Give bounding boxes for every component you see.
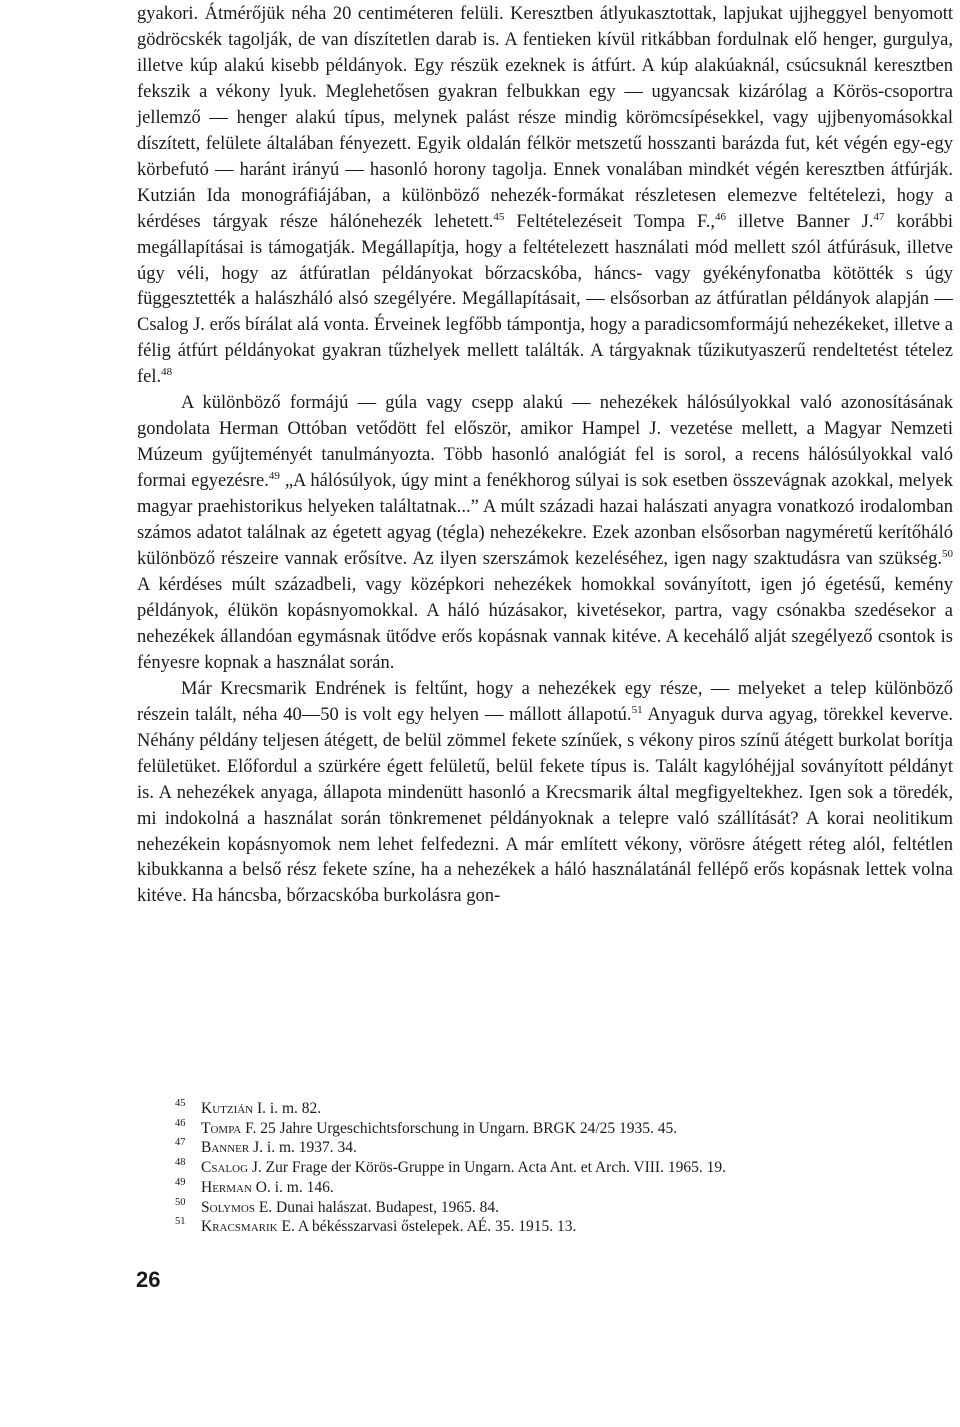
- text-segment: illetve Banner J.: [726, 211, 874, 232]
- footnote: [175, 1138, 915, 1158]
- text-segment: korábbi megállapításai is támogatják. Megállapítja, hogy a feltételezett használati mód mellett szól átfúrásuk, illetve úgy véli, hogy az átfúratlan példányokat bőrzacskóba, háncs- vagy gyékényfonatba kötötték s úgy függesztették a halászháló alsó szegélyére. Megállapításait, — elsősorban az átfúratlan példányok alapján — Csalog J. erős bírálat alá vonta. Érveinek legfőbb támpontja, hogy a paradicsomformájú nehezékeket, illetve a félig átfúrt példányokat gyakran tűzhelyek mellett találták. A tárgyaknak tűzikutyaszerű rendeltetést tételez fel.: [137, 211, 954, 388]
- footnote-ref: 49: [268, 470, 280, 483]
- footnote-text: [201, 1217, 576, 1237]
- footnote-text: [201, 1198, 499, 1218]
- footnote-number: 45: [175, 1098, 186, 1109]
- text-segment: A különböző formájú — gúla vagy csepp alakú — nehezékek hálósúlyokkal való azonosításának gondolata Herman Ottóban vetődött fel először, amikor Hampel J. vezetése mellett, a Magyar Nemzeti Múzeum gyűjteményét tanulmányozta. Több hasonló analógiát fel is sorol, a recens hálósúlyokkal való formai egyezésre.: [137, 393, 953, 492]
- footnote-ref: 47: [873, 210, 885, 223]
- footnote-text: [201, 1138, 357, 1158]
- footnote: [175, 1217, 915, 1237]
- footnote-author: Kutzián: [201, 1100, 254, 1117]
- text-segment: A kérdéses múlt századbeli, vagy középkori nehezékek homokkal soványított, igen jó égetésű, kemény példányok, élükön kopásnyomokkal. A háló húzásakor, kivetésekor, partra, vagy csónakba szedésekor a nehezékek állandóan egymásnak ütődve erős kopásnak vannak kitéve. A kecehálő alját szegélyező csontok is fényesre kopnak a használat során.: [137, 574, 953, 673]
- footnote-citation: O. i. m. 146.: [251, 1178, 334, 1196]
- footnote-text: [201, 1119, 677, 1139]
- page-number: 26: [136, 1267, 161, 1292]
- footnote: [175, 1178, 915, 1198]
- footnote-number: 51: [175, 1216, 186, 1228]
- footnote-number: 49: [175, 1176, 186, 1188]
- text-segment: Már Krecsmarik Endrének is feltűnt, hogy a nehezékek egy része, — melyeket a telep különböző részein talált, néha 40—50 is volt egy helyen — mállott állapotú.: [137, 678, 953, 725]
- footnote: [175, 1119, 915, 1139]
- footnote-ref: 45: [493, 210, 505, 223]
- footnote-ref: 48: [161, 366, 173, 379]
- footnote-citation: F. 25 Jahre Urgeschichtsforschung in Ungarn. BRGK 24/25 1935. 45.: [241, 1119, 678, 1137]
- footnote-ref: 50: [942, 548, 953, 561]
- footnote-text: [201, 1178, 334, 1198]
- footnote-number: 47: [175, 1137, 186, 1149]
- footnote-citation: I. i. m. 82.: [253, 1100, 322, 1117]
- footnote-author: Solymos: [201, 1198, 255, 1216]
- footnote-ref: 46: [715, 210, 727, 223]
- footnote-author: Herman: [201, 1178, 252, 1196]
- footnote-text: [201, 1099, 321, 1119]
- text-segment: Anyaguk durva agyag, törekkel keverve. Néhány példány teljesen átégett, de belül zömmel fekete színűek, s vékony piros színű átégett burkolat borítja felületüket. Előfordul a szürkére égett felületű, belül fekete típus is. Talált kagylóhéjjal soványított példányt is. A nehezékek anyaga, állapota mindenütt hasonló a Krecsmarik által megfigyeltekhez. Igen sok a töredék, mi indokolná a használat során tönkremenet példányoknak a telepre való szállítását? A korai neolitikum nehezékein kopásnyomok nem lehet felfedezni. A már említett vékony, vörösre átégett réteg alól, feltétlen kibukkanna a belső rész fekete színe, ha a nehezékek a háló használatánál fellépő erős kopásnak lettek volna kitéve. Ha háncsba, bőrzacskóba burkolásra gon-: [137, 704, 953, 907]
- footnote-number: 46: [175, 1117, 186, 1129]
- paragraph: [137, 677, 953, 911]
- paragraph: [137, 391, 953, 676]
- footnote-author: Tompa: [201, 1119, 242, 1137]
- footnote-number: 48: [175, 1157, 186, 1169]
- footnote-number: 50: [175, 1196, 186, 1208]
- footnotes: [175, 1099, 915, 1237]
- footnote-ref: 51: [631, 703, 643, 716]
- footnote: [175, 1198, 915, 1218]
- footnote-author: Banner: [201, 1139, 250, 1157]
- paragraph: [137, 2, 953, 391]
- footnote-citation: J. Zur Frage der Körös-Gruppe in Ungarn. Acta Ant. et Arch. VIII. 1965. 19.: [248, 1159, 726, 1177]
- text-segment: Feltételezéseit Tompa F.,: [504, 211, 716, 232]
- footnote-citation: E. Dunai halászat. Budapest, 1965. 84.: [254, 1198, 500, 1216]
- footnote-author: Csalog: [201, 1159, 249, 1177]
- footnote-text: [201, 1158, 726, 1178]
- footnote-citation: J. i. m. 1937. 34.: [249, 1139, 357, 1157]
- footnote-author: Kracsmarik: [201, 1218, 278, 1236]
- footnote-citation: E. A békésszarvasi őstelepek. AÉ. 35. 1915. 13.: [277, 1218, 577, 1236]
- text-segment: „A hálósúlyok, úgy mint a fenékhorog súlyai is sok esetben összevágnak azokkal, melyek magyar praehistorikus helyeken találtatnak...” A múlt századi hazai halászati anyagra vonatkozó irodalomban számos adatot találnak az égetett agyag (tégla) nehezékekre. Ezek azonban elsősorban nagyméretű kerítőháló különböző részeire vannak erősítve. Az ilyen szerszámok kezeléséhez, igen nagy szaktudásra van szükség.: [137, 471, 953, 570]
- footnote: [175, 1099, 915, 1119]
- footnote: [175, 1158, 915, 1178]
- text-segment: gyakori. Átmérőjük néha 20 centiméteren felüli. Keresztben átlyukasztottak, lapjukat ujjheggyel benyomott gödröcskék tagolják, de van díszítetlen darab is. A fentieken kívül ritkábban fordulnak elő henger, gurgulya, illetve kúp alakú kisebb példányok. Egy részük ezeknek is átfúrt. A kúp alakúaknál, csúcsuknál keresztben fekszik a vékony lyuk. Meglehetősen gyakran felbukkan egy — ugyancsak kizárólag a Körös-csoportra jellemző — henger alakú típus, melynek palást része mindig körömcsípésekkel, vagy ujjbenyomásokkal díszített, felülete általában fényezett. Egyik oldalán félkör metszetű hosszanti barázda fut, két végén egy-egy körbefutó — haránt irányú — hasonló horony tagolja. Ennek vonalában mindkét végén keresztben átfúrják. Kutzián Ida monográfiájában, a különböző nehezék-formákat részletesen elemezve feltételezi, hogy a kérdéses tárgyak része hálónehezék lehetett.: [137, 4, 953, 232]
- body-text: [137, 2, 953, 910]
